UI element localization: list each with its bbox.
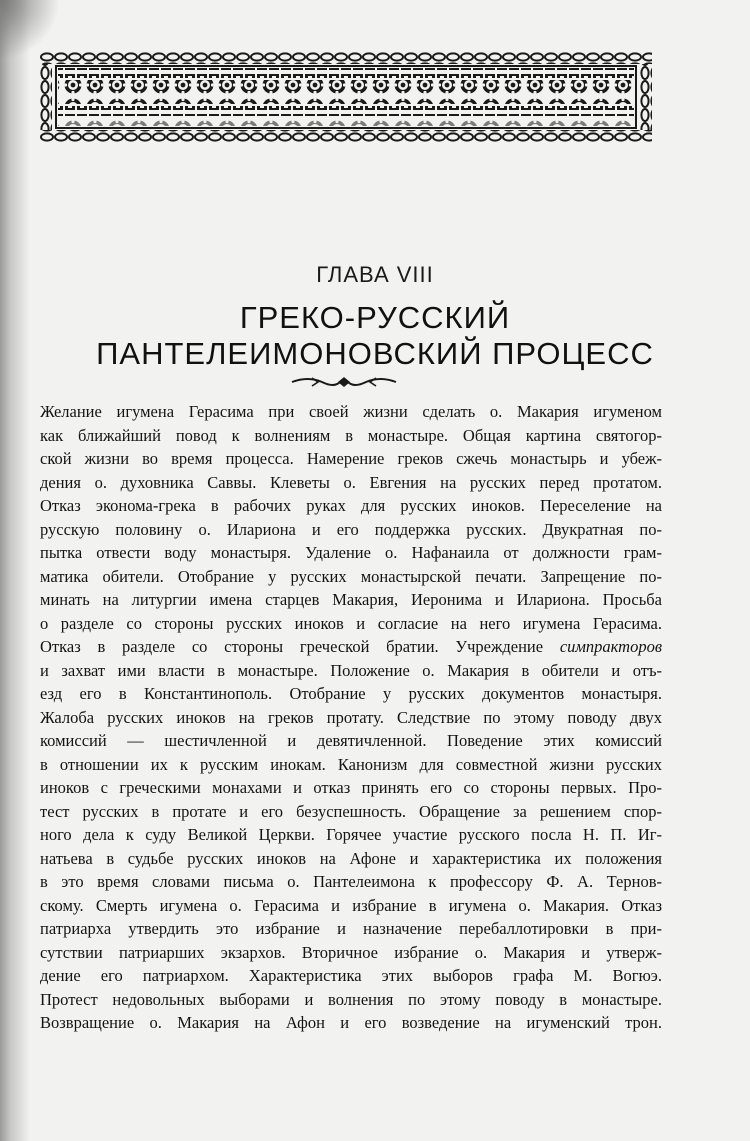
- summary-line: дения о. духовника Саввы. Клеветы о. Евгения на русских перед протатом.: [40, 472, 662, 492]
- summary-line: езд его в Константинополь. Отобрание у русских документов монастыря.: [40, 684, 662, 703]
- summary-line: Отказ эконома-грека в рабочих руках для русских иноков. Переселение на: [40, 496, 662, 515]
- summary-line: Протест недовольных выборами и волнения по этому поводу в монастыре.: [40, 989, 662, 1009]
- chapter-title-line-2: ПАНТЕЛЕИМОНОВСКИЙ ПРОЦЕСС: [96, 336, 654, 371]
- scan-corner-shadow: [0, 0, 60, 60]
- summary-line: комиссий — шестичленной и девятичленной. Поведение этих комиссий: [40, 731, 662, 750]
- chapter-title: [0, 300, 750, 372]
- summary-line: патриарха утвердить это избрание и назначение перебаллотировки в при-: [40, 919, 662, 938]
- summary-line: Желание игумена Герасима при своей жизни сделать о. Макария игуменом: [40, 402, 662, 421]
- summary-line: дение его патриархом. Характеристика этих выборов графа М. Вогюэ.: [40, 966, 662, 985]
- chapter-summary: [40, 400, 662, 1035]
- summary-line: в это время словами письма о. Пантелеимона к профессору Ф. А. Тернов-: [40, 872, 662, 891]
- summary-line: и захват ими власти в монастыре. Положение о. Макария в обители и отъ-: [40, 660, 662, 680]
- summary-line: Отказ в разделе со стороны греческой братии. Учреждение симпракторов: [40, 637, 662, 656]
- flourish-divider-icon: [288, 374, 400, 390]
- summary-line: тест русских в протате и его безуспешность. Обращение за решением спор-: [40, 801, 662, 821]
- italic-term: симпракторов: [559, 637, 662, 656]
- summary-line: скому. Смерть игумена о. Герасима и избрание в игумена о. Макария. Отказ: [40, 895, 662, 915]
- summary-line: в отношении их к русским инокам. Канонизм для совместной жизни русских: [40, 754, 662, 774]
- summary-line: натьева в судьбе русских иноков на Афоне и характеристика их положения: [40, 848, 662, 868]
- summary-line: как ближайший повод к волнениям в монастыре. Общая картина святогор-: [40, 425, 662, 445]
- summary-line: о разделе со стороны русских иноков и согласие на него игумена Герасима.: [40, 613, 662, 633]
- summary-line: пытка отвести воду монастыря. Удаление о. Нафанаила от должности грам-: [40, 543, 662, 562]
- summary-line: матика обители. Отобрание у русских монастырской печати. Запрещение по-: [40, 566, 662, 586]
- chapter-title-line-1: ГРЕКО-РУССКИЙ: [239, 300, 511, 335]
- floral-border-ornament: [40, 52, 652, 142]
- summary-line: минать на литургии имена старцев Макария, Иеронима и Илариона. Просьба: [40, 590, 662, 609]
- summary-line: Возвращение о. Макария на Афон и его возведение на игуменский трон.: [40, 1013, 662, 1032]
- chapter-number: ГЛАВА VIII: [316, 262, 434, 287]
- summary-line: ской жизни во время процесса. Намерение греков сжечь монастырь и убеж-: [40, 449, 662, 468]
- summary-line: ного дела к суду Великой Церкви. Горячее участие русского посла Н. П. Иг-: [40, 825, 662, 844]
- summary-line: иноков с греческими монахами и отказ принять его со стороны первых. Про-: [40, 778, 662, 797]
- scan-shadow: [0, 0, 30, 1141]
- summary-line: сутствии патриарших экзархов. Вторичное избрание о. Макария и утверж-: [40, 942, 662, 962]
- summary-line: русскую половину о. Илариона и его поддержка русских. Двукратная по-: [40, 519, 662, 539]
- summary-line: Жалоба русских иноков на греков протату. Следствие по этому поводу двух: [40, 707, 662, 727]
